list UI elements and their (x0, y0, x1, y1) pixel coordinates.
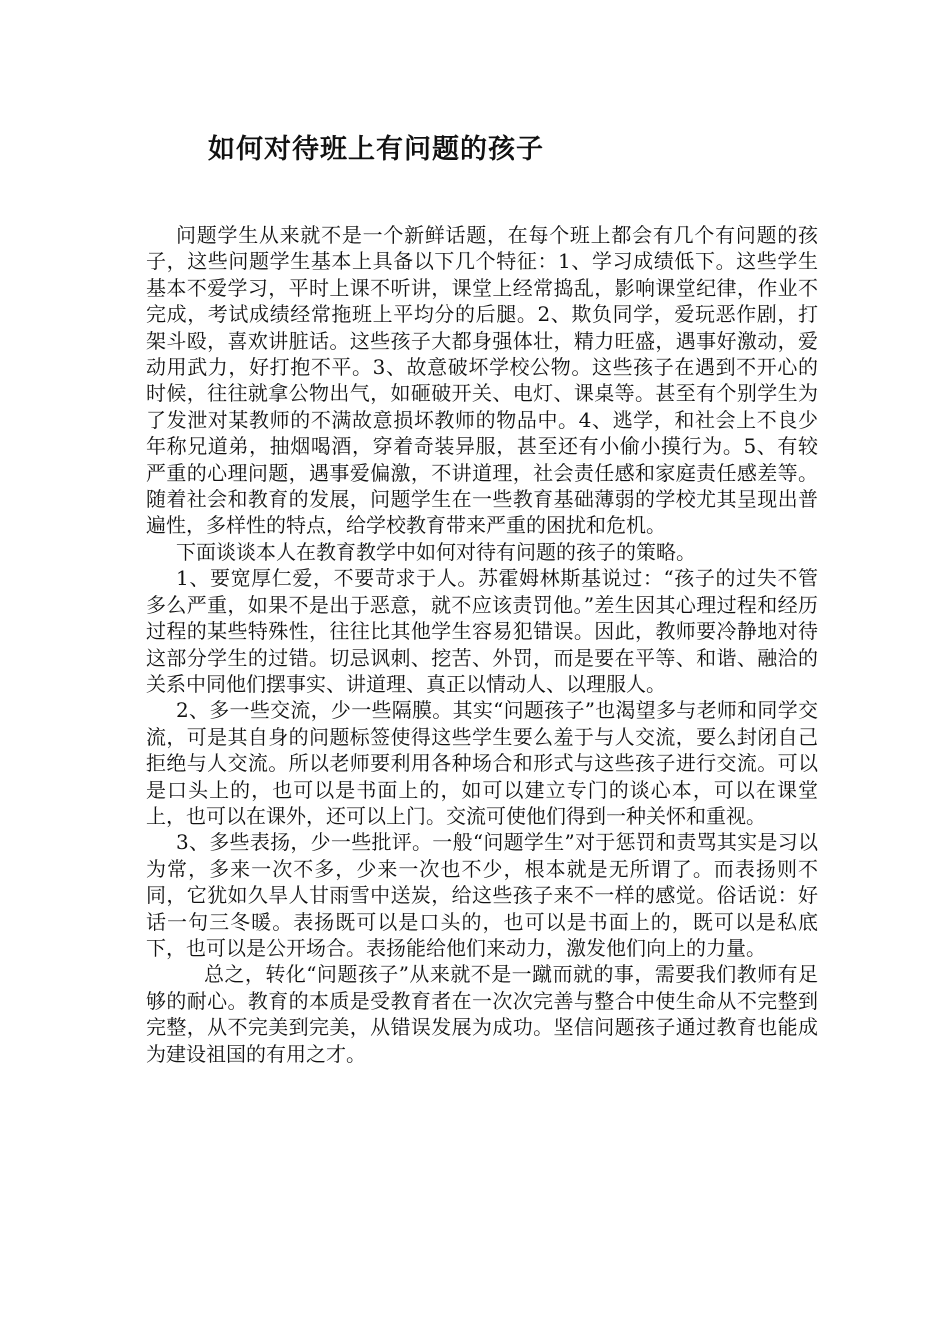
document-body (146, 222, 818, 1067)
paragraph-strategy-2: 2、多一些交流，少一些隔膜。其实“问题孩子”也渴望多与老师和同学交流，可是其自身的问题标签使得这些学生要么羞于与人交流，要么封闭自己拒绝与人交流。所以老师要利用各种场合和形式与这些孩子进行交流。可以是口头上的，也可以是书面上的，如可以建立专门的谈心本，可以在课堂上，也可以在课外，还可以上门。交流可使他们得到一种关怀和重视。 (146, 698, 818, 828)
paragraph-strategy-3: 3、多些表扬，少一些批评。一般“问题学生”对于惩罚和责骂其实是习以为常，多来一次不多，少来一次也不少，根本就是无所谓了。而表扬则不同，它犹如久旱人甘雨雪中送炭，给这些孩子来不一样的感觉。俗话说：好话一句三冬暖。表扬既可以是口头的，也可以是书面上的，既可以是私底下，也可以是公开场合。表扬能给他们来动力，激发他们向上的力量。 (146, 830, 818, 960)
paragraph-conclusion: 总之，转化“问题孩子”从来就不是一蹴而就的事，需要我们教师有足够的耐心。教育的本质是受教育者在一次次完善与整合中使生命从不完整到完整，从不完美到完美，从错误发展为成功。坚信问题孩子通过教育也能成为建设祖国的有用之才。 (146, 962, 818, 1066)
paragraph-strategy-lead: 下面谈谈本人在教育教学中如何对待有问题的孩子的策略。 (176, 539, 696, 564)
paragraph-intro: 问题学生从来就不是一个新鲜话题，在每个班上都会有几个有问题的孩子，这些问题学生基本上具备以下几个特征：1、学习成绩低下。这些学生基本不爱学习，平时上课不听讲，课堂上经常捣乱，影响课堂纪律，作业不完成，考试成绩经常拖班上平均分的后腿。2、欺负同学，爱玩恶作剧，打架斗殴，喜欢讲脏话。这些孩子大都身强体壮，精力旺盛，遇事好激动，爱动用武力，好打抱不平。3、故意破坏学校公物。这些孩子在遇到不开心的时候，往往就拿公物出气，如砸破开关、电灯、课桌等。甚至有个别学生为了发泄对某教师的不满故意损坏教师的物品中。4、逃学，和社会上不良少年称兄道弟，抽烟喝酒，穿着奇装异服，甚至还有小偷小摸行为。5、有较严重的心理问题，遇事爱偏激，不讲道理，社会责任感和家庭责任感差等。随着社会和教育的发展，问题学生在一些教育基础薄弱的学校尤其呈现出普遍性，多样性的特点，给学校教育带来严重的困扰和危机。 (146, 223, 818, 538)
document-title: 如何对待班上有问题的孩子 (208, 134, 544, 165)
paragraph-strategy-1: 1、要宽厚仁爱，不要苛求于人。苏霍姆林斯基说过：“孩子的过失不管多么严重，如果不是出于恶意，就不应该责罚他。”差生因其心理过程和经历过程的某些特殊性，往往比其他学生容易犯错误。因此，教师要冷静地对待这部分学生的过错。切忌讽刺、挖苦、外罚，而是要在平等、和谐、融洽的关系中同他们摆事实、讲道理、真正以情动人、以理服人。 (146, 566, 818, 696)
